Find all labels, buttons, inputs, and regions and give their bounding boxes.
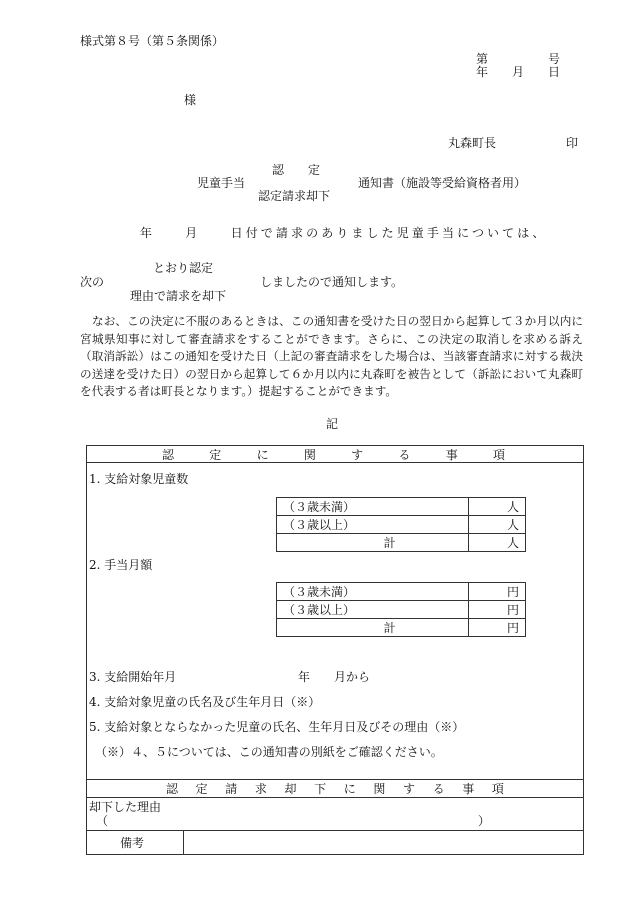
issue-date-label: 年 月 日 — [476, 65, 561, 79]
table-row — [277, 601, 526, 619]
form-number: 様式第８号（第５条関係） — [80, 34, 225, 48]
divider — [86, 779, 584, 780]
document-number-label: 第 号 — [476, 52, 561, 66]
row-label: （３歳以上） — [277, 601, 469, 619]
row-unit: 円 — [469, 601, 526, 619]
intro-line: 年 月 日付で請求のありました児童手当については、 — [140, 226, 548, 240]
row-label: 計 — [277, 619, 469, 637]
result-prefix: 次の — [80, 275, 105, 289]
table-row — [277, 516, 526, 534]
table-row — [277, 619, 526, 637]
table-row — [277, 498, 526, 516]
item4-label: 4. 支給対象児童の氏名及び生年月日（※） — [89, 695, 321, 709]
title-suffix: 通知書（施設等受給資格者用） — [358, 176, 527, 190]
row-unit: 人 — [469, 498, 526, 516]
row-label: （３歳以上） — [277, 516, 469, 534]
rejection-section-header: 認 定 請 求 却 下 に 関 す る 事 項 — [166, 782, 504, 796]
reason-paren-open: （ — [96, 814, 109, 828]
row-unit: 円 — [469, 619, 526, 637]
divider — [86, 462, 584, 463]
row-unit: 円 — [469, 583, 526, 601]
rejection-reason-label: 却下した理由 — [89, 800, 162, 814]
ki-marker: 記 — [326, 417, 339, 431]
title-option-reject: 認定請求却下 — [258, 189, 331, 203]
row-label: （３歳未満） — [277, 498, 469, 516]
addressee-suffix: 様 — [184, 93, 197, 107]
item2-label: 2. 手当月額 — [89, 558, 153, 572]
approval-section-header: 認 定 に 関 す る 事 項 — [162, 448, 505, 462]
table-row — [277, 534, 526, 552]
result-option-reject: 理由で請求を却下 — [130, 289, 227, 303]
title-option-approve: 認 定 — [272, 163, 321, 177]
row-unit: 人 — [469, 534, 526, 552]
item5-label: 5. 支給対象とならなかった児童の氏名、生年月日及びその理由（※） — [89, 720, 465, 734]
reason-paren-close: ） — [478, 814, 491, 828]
divider — [86, 797, 584, 798]
item1-label: 1. 支給対象児童数 — [89, 472, 189, 486]
title-prefix: 児童手当 — [197, 176, 246, 190]
amount-table — [276, 582, 526, 637]
footnote: （※）４、５については、この通知書の別紙をご確認ください。 — [95, 745, 443, 759]
divider — [86, 830, 584, 831]
issuer-name: 丸森町長 — [448, 136, 497, 150]
result-suffix: しましたので通知します。 — [260, 275, 404, 289]
appeal-paragraph: なお、この決定に不服のあるときは、この通知書を受けた日の翌日から起算して３か月以内に宮城県知事に対して審査請求をすることができます。さらに、この決定の取消しを求める訴え（取消訴訟）はこの通知を受けた日（上記の審査請求をした場合は、当該審査請求に対する裁決の送達を受けた日）の翌日から起算して６か月以内に丸森町を被告として（訴訟において丸森町を代表する者は町長となります。）提起することができます。 — [80, 314, 583, 398]
item3-value: 年 月から — [298, 670, 371, 684]
seal-mark: 印 — [566, 136, 579, 150]
table-row — [277, 583, 526, 601]
row-unit: 人 — [469, 516, 526, 534]
children-count-table — [276, 497, 526, 552]
remarks-label: 備考 — [120, 836, 145, 850]
item3-label: 3. 支給開始年月 — [89, 670, 177, 684]
row-label: （３歳未満） — [277, 583, 469, 601]
divider — [183, 830, 184, 855]
row-label: 計 — [277, 534, 469, 552]
result-option-approve: とおり認定 — [153, 261, 214, 275]
